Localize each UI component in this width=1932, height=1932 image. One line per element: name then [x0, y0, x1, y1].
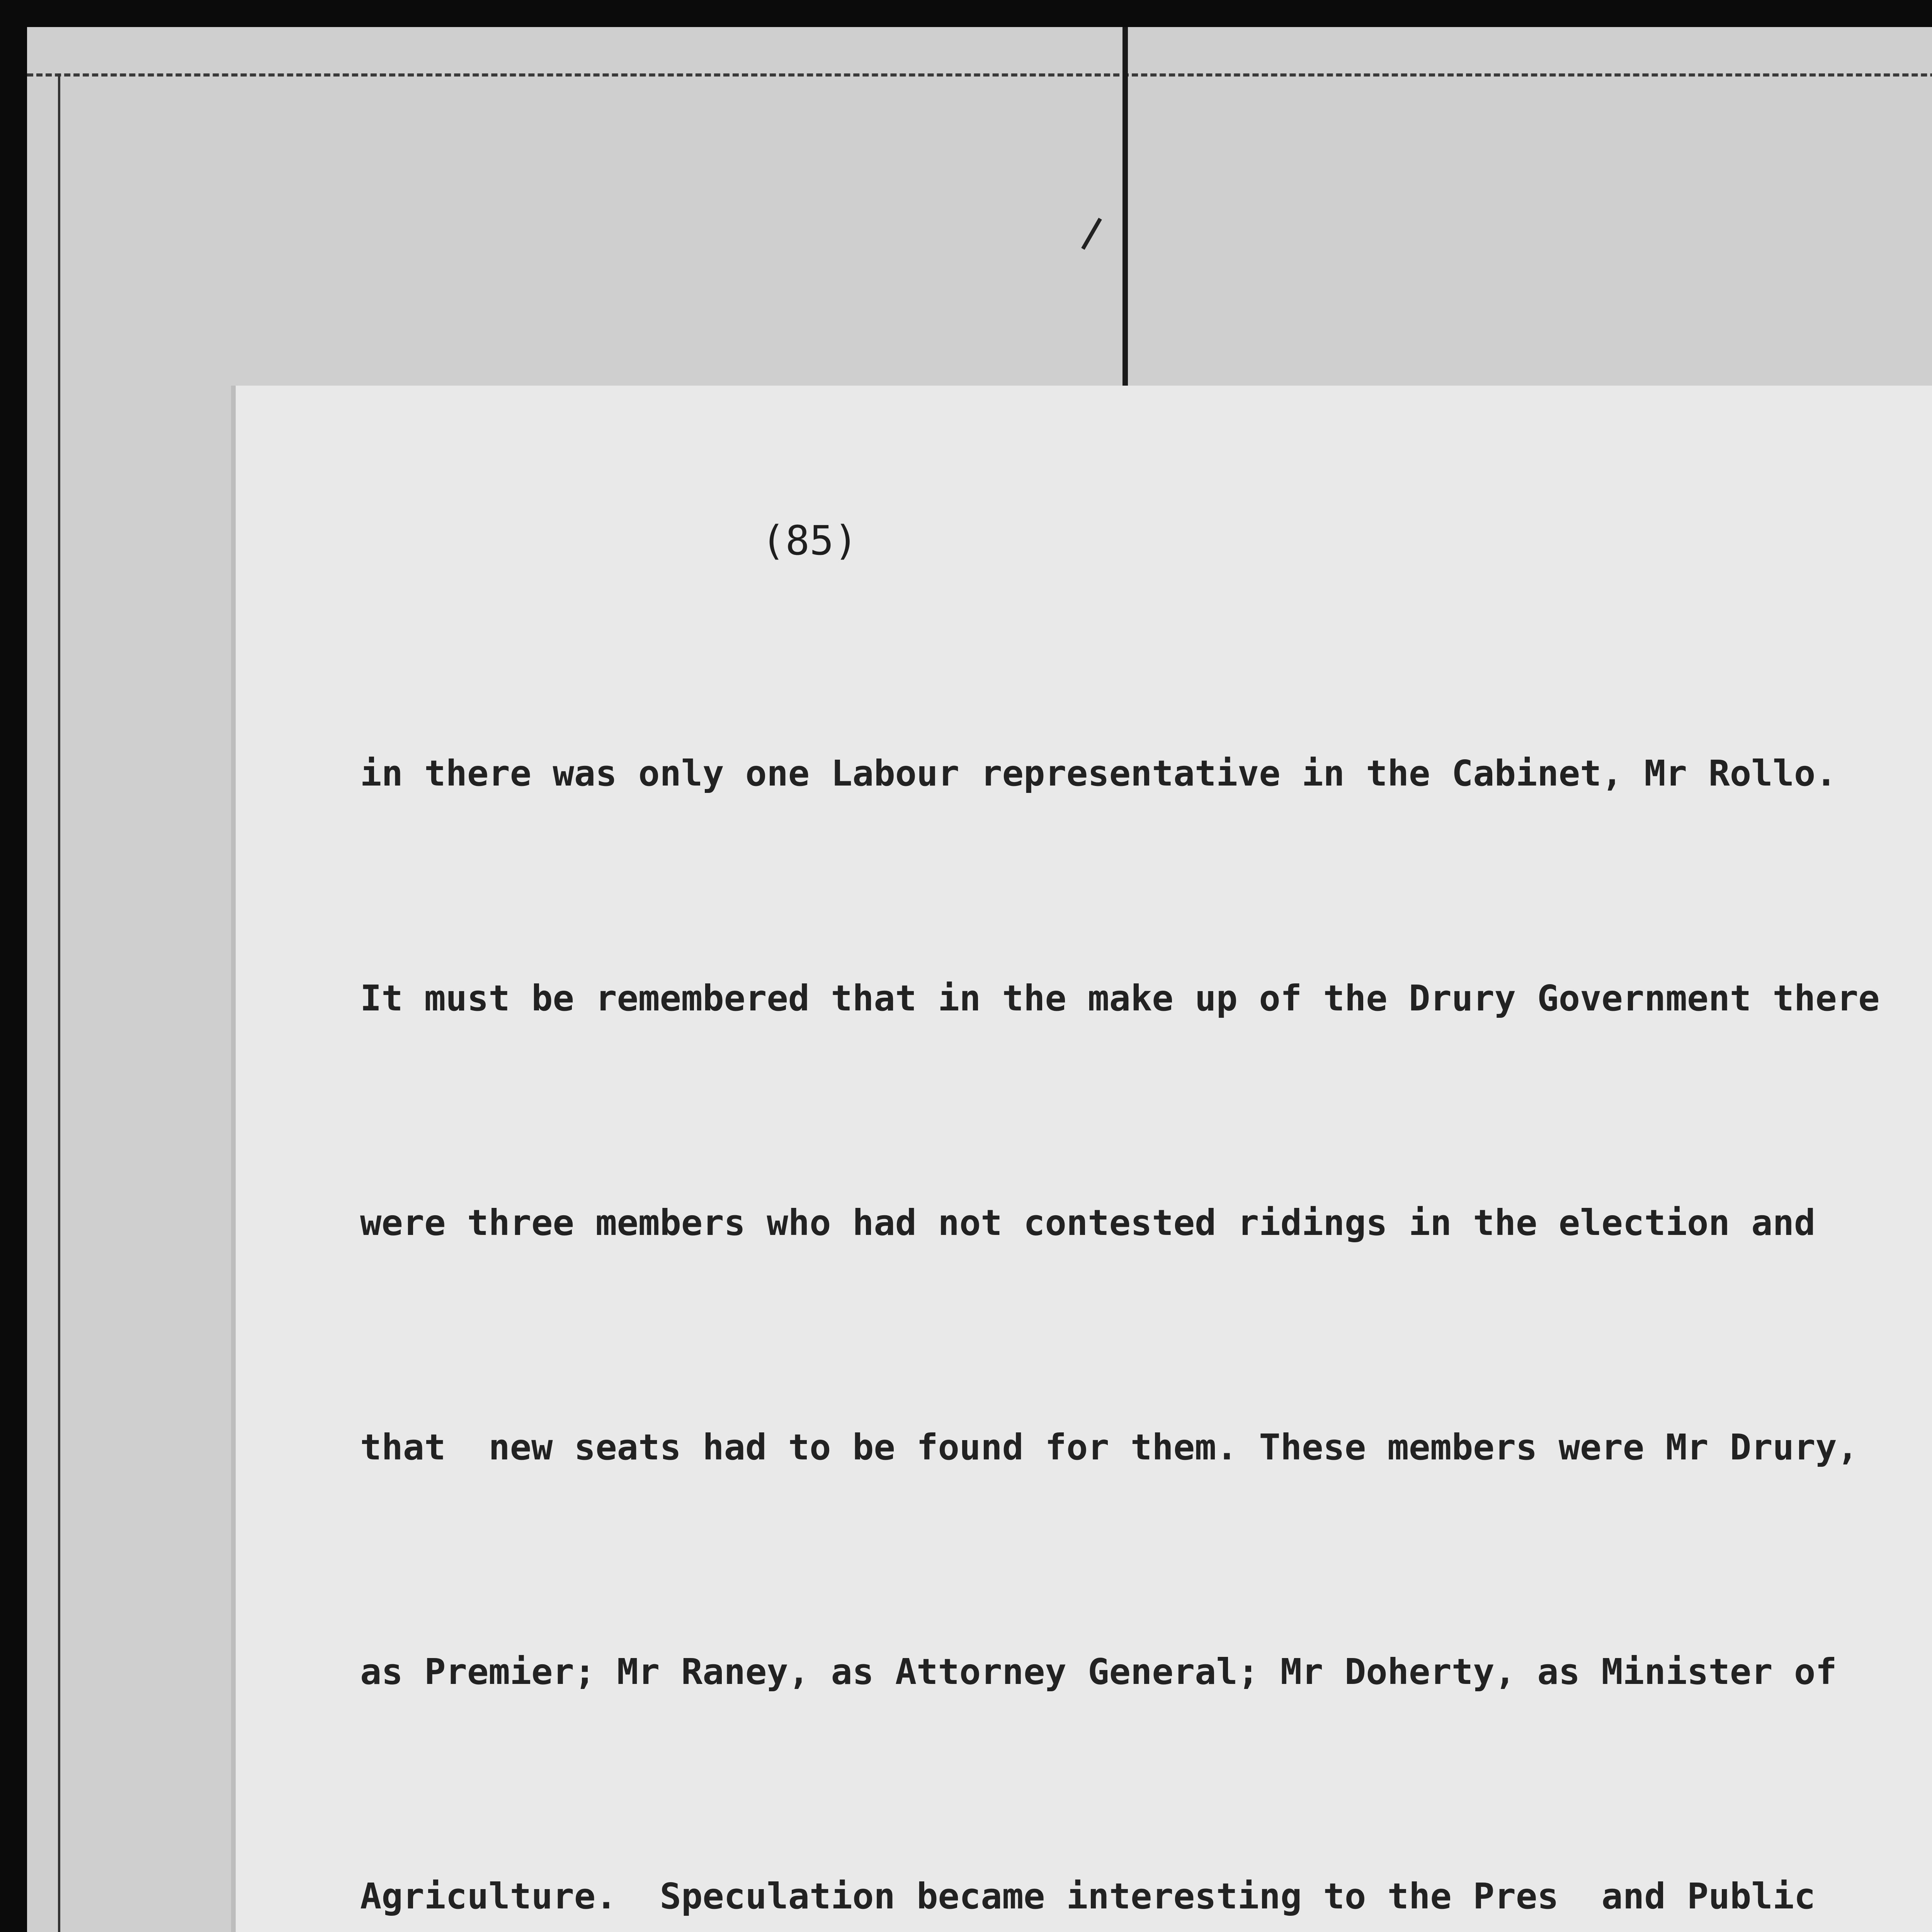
center-fold-line: [1122, 27, 1128, 398]
page-number: (85): [761, 517, 858, 564]
typed-body-text: [360, 587, 1906, 1932]
text-line: in there was only one Labour representative in the Cabinet, Mr Rollo.: [360, 753, 1837, 794]
text-line: as Premier; Mr Raney, as Attorney General; Mr Doherty, as Minister of: [360, 1651, 1837, 1692]
text-line: Agriculture. Speculation became interesting to the Pres and Public: [360, 1875, 1816, 1917]
text-line: were three members who had not contested ridings in the election and: [360, 1202, 1816, 1243]
top-dashed-border: [27, 73, 1932, 77]
text-line: that new seats had to be found for them. These members were Mr Drury,: [360, 1426, 1859, 1468]
typed-page: [231, 386, 1932, 1932]
left-border-line: [58, 73, 60, 1932]
text-line: It must be remembered that in the make up of the Drury Government there: [360, 977, 1880, 1019]
